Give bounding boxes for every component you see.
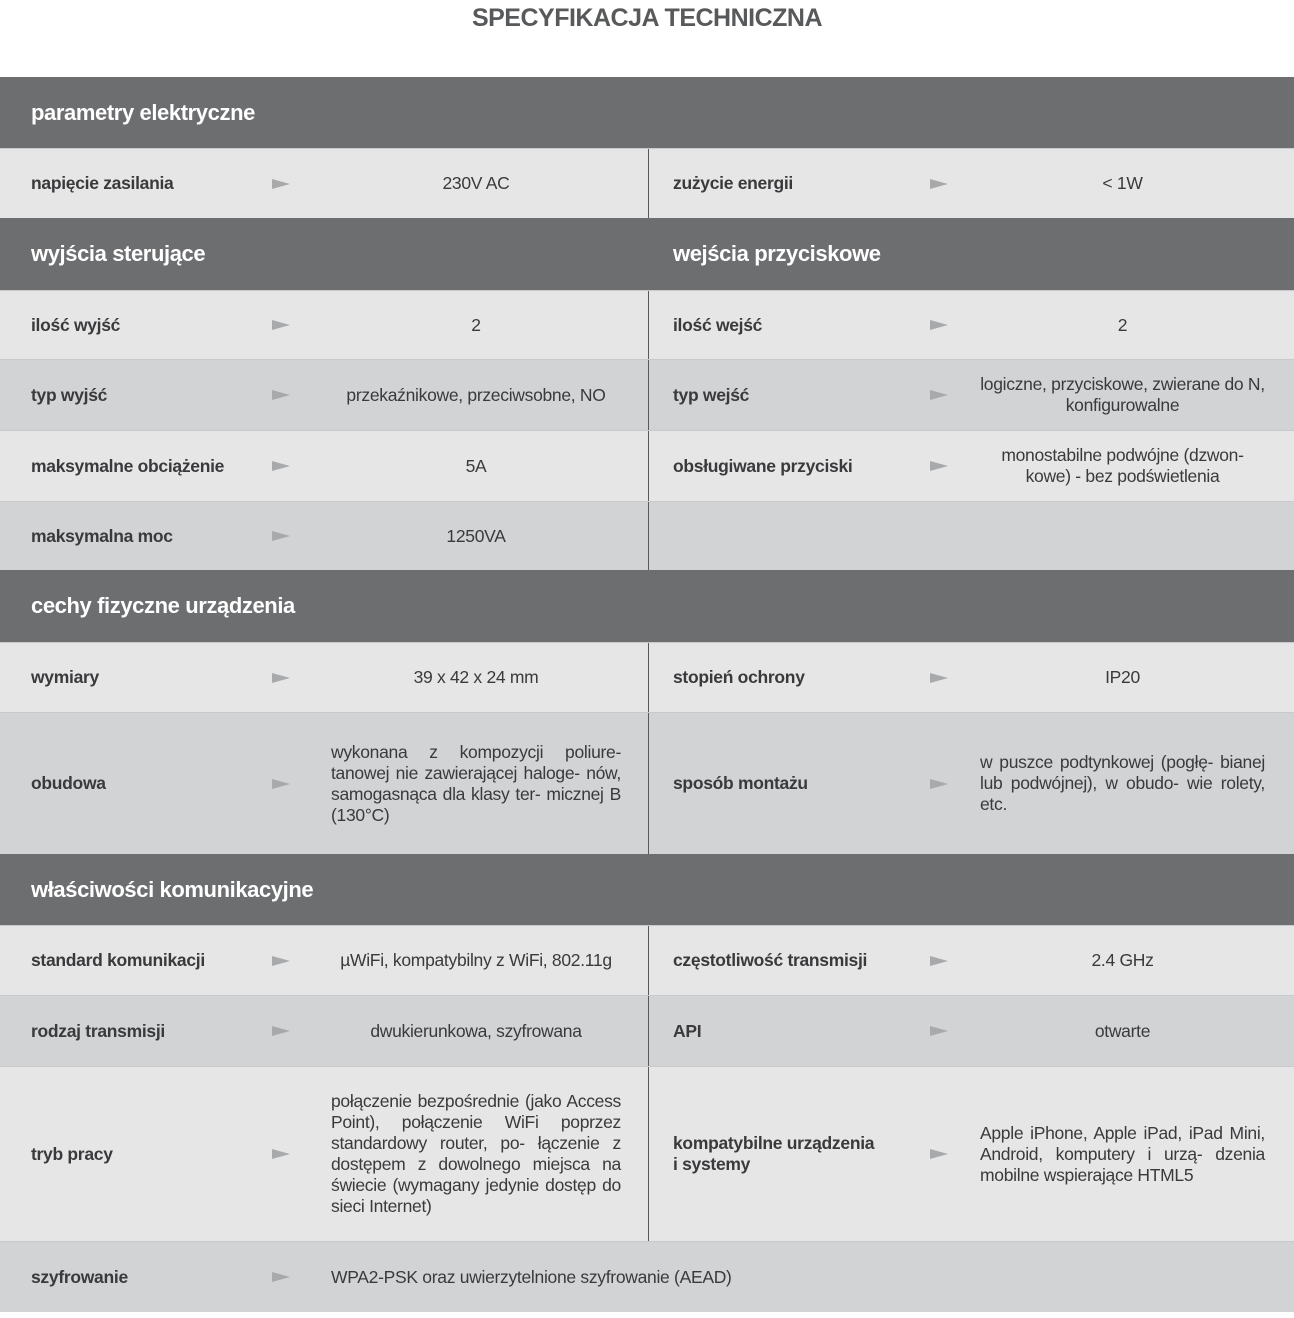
spec-zuzycie-energii: [648, 149, 1294, 218]
section-heading: właściwości komunikacyjne: [31, 876, 314, 902]
spec-label: typ wejść: [673, 384, 750, 405]
spec-ilosc-wyjsc: [0, 291, 648, 359]
spec-value: 2: [1117, 314, 1128, 335]
spec-value: logiczne, przyciskowe, zwierane do N, konfigurowalne: [980, 374, 1265, 415]
table-row: [0, 712, 1294, 854]
section-header: [0, 77, 1294, 148]
spec-label: maksymalna moc: [31, 525, 173, 546]
spec-sposob-montazu: [648, 713, 1294, 854]
spec-value: 2: [471, 314, 481, 335]
spec-value: 5A: [465, 455, 487, 476]
spec-napiecie-zasilania: [0, 149, 648, 218]
spec-value: Apple iPhone, Apple iPad, iPad Mini, Android, komputery i urzą- dzenia mobilne wspierające HTML5: [980, 1122, 1265, 1185]
spec-label: obsługiwane przyciski: [673, 455, 853, 476]
arrow-right-icon: [930, 179, 948, 189]
spec-szyfrowanie: [0, 1242, 1294, 1312]
arrow-right-icon: [930, 390, 948, 400]
spec-value: WPA2-PSK oraz uwierzytelnione szyfrowanie (AEAD): [331, 1266, 732, 1287]
spec-wymiary: [0, 643, 648, 712]
spec-label: obudowa: [31, 773, 106, 793]
table-row: [0, 1066, 1294, 1241]
section-header: [0, 218, 1294, 290]
arrow-right-icon: [272, 531, 290, 541]
spec-typ-wejsc: [648, 360, 1294, 430]
spec-label: tryb pracy: [31, 1143, 113, 1164]
spec-value: połączenie bezpośrednie (jako Access Point), połączenie WiFi poprzez standardowy router, po- łączenie z dostępem z dowolnego miejsca na świecie (wymagany jedynie dostęp do sieci Internet): [331, 1091, 621, 1216]
spec-value: 39 x 42 x 24 mm: [413, 667, 539, 687]
arrow-right-icon: [272, 1026, 290, 1036]
spec-label: napięcie zasilania: [31, 173, 174, 193]
spec-value: 2.4 GHz: [1091, 950, 1154, 970]
spec-value: dwukierunkowa, szyfrowana: [370, 1020, 582, 1041]
spec-rodzaj-transmisji: [0, 996, 648, 1066]
section-heading: wyjścia sterujące: [31, 241, 206, 266]
spec-obudowa: [0, 713, 648, 854]
spec-label: API: [673, 1020, 702, 1041]
spec-label: częstotliwość transmisji: [673, 950, 868, 970]
table-row: [0, 1241, 1294, 1312]
spec-api: [648, 996, 1294, 1066]
spec-czestotliwosc-transmisji: [648, 926, 1294, 995]
spec-cell: [648, 502, 1294, 570]
spec-table: [0, 77, 1294, 1312]
arrow-right-icon: [930, 1026, 948, 1036]
section-header: [0, 570, 1294, 642]
spec-value: < 1W: [1102, 173, 1143, 193]
spec-label: kompatybilne urządzenia i systemy: [673, 1133, 875, 1174]
table-row: [0, 148, 1294, 218]
arrow-right-icon: [272, 1272, 290, 1282]
spec-ilosc-wejsc: [648, 291, 1294, 359]
arrow-right-icon: [272, 179, 290, 189]
arrow-right-icon: [930, 956, 948, 966]
spec-typ-wyjsc: [0, 360, 648, 430]
page-title: SPECYFIKACJA TECHNICZNA: [471, 4, 823, 32]
section-header: [0, 854, 1294, 925]
spec-value: monostabilne podwójne (dzwon- kowe) - bez podświetlenia: [1001, 445, 1244, 486]
section-heading-right: wejścia przyciskowe: [673, 241, 881, 266]
spec-label: wymiary: [31, 667, 99, 687]
spec-label: maksymalne obciążenie: [31, 455, 225, 476]
spec-value: µWiFi, kompatybilny z WiFi, 802.11g: [340, 950, 612, 970]
arrow-right-icon: [272, 779, 290, 789]
spec-label: rodzaj transmisji: [31, 1020, 165, 1041]
arrow-right-icon: [272, 461, 290, 471]
spec-value: 230V AC: [442, 173, 510, 193]
spec-tryb-pracy: [0, 1067, 648, 1241]
arrow-right-icon: [272, 1149, 290, 1159]
spec-value: 1250VA: [446, 525, 506, 546]
table-row: [0, 642, 1294, 712]
spec-value: w puszce podtynkowej (pogłę- bianej lub podwójnej), w obudo- wie rolety, etc.: [980, 752, 1265, 814]
spec-label: ilość wyjść: [31, 314, 121, 335]
spec-label: ilość wejść: [673, 314, 763, 335]
spec-standard-komunikacji: [0, 926, 648, 995]
spec-value: IP20: [1105, 667, 1140, 687]
spec-label: standard komunikacji: [31, 950, 205, 970]
section-heading: parametry elektryczne: [31, 99, 255, 125]
spec-kompatybilne-urzadzenia-i-systemy: [648, 1067, 1294, 1241]
spec-label: szyfrowanie: [31, 1266, 128, 1287]
arrow-right-icon: [272, 673, 290, 683]
spec-obslugiwane-przyciski: [648, 431, 1294, 501]
arrow-right-icon: [272, 390, 290, 400]
arrow-right-icon: [930, 673, 948, 683]
table-row: [0, 359, 1294, 430]
section-heading: cechy fizyczne urządzenia: [31, 593, 295, 618]
spec-value: otwarte: [1094, 1020, 1151, 1041]
spec-stopien-ochrony: [648, 643, 1294, 712]
spec-label: sposób montażu: [673, 773, 808, 793]
spec-maksymalna-moc: [0, 502, 648, 570]
spec-value: wykonana z kompozycji poliure- tanowej nie zawierającej haloge- nów, samogasnąca dla klasy ter- micznej B (130°C): [331, 741, 621, 825]
table-row: [0, 430, 1294, 501]
spec-label: zużycie energii: [673, 173, 793, 193]
arrow-right-icon: [930, 779, 948, 789]
table-row: [0, 995, 1294, 1066]
spec-label: stopień ochrony: [673, 667, 805, 687]
arrow-right-icon: [930, 461, 948, 471]
spec-maksymalne-obciazenie: [0, 431, 648, 501]
spec-label: typ wyjść: [31, 384, 108, 405]
arrow-right-icon: [930, 320, 948, 330]
spec-value: przekaźnikowe, przeciwsobne, NO: [346, 384, 606, 405]
table-row: [0, 501, 1294, 570]
arrow-right-icon: [272, 320, 290, 330]
arrow-right-icon: [272, 956, 290, 966]
arrow-right-icon: [930, 1149, 948, 1159]
table-row: [0, 290, 1294, 359]
table-row: [0, 925, 1294, 995]
